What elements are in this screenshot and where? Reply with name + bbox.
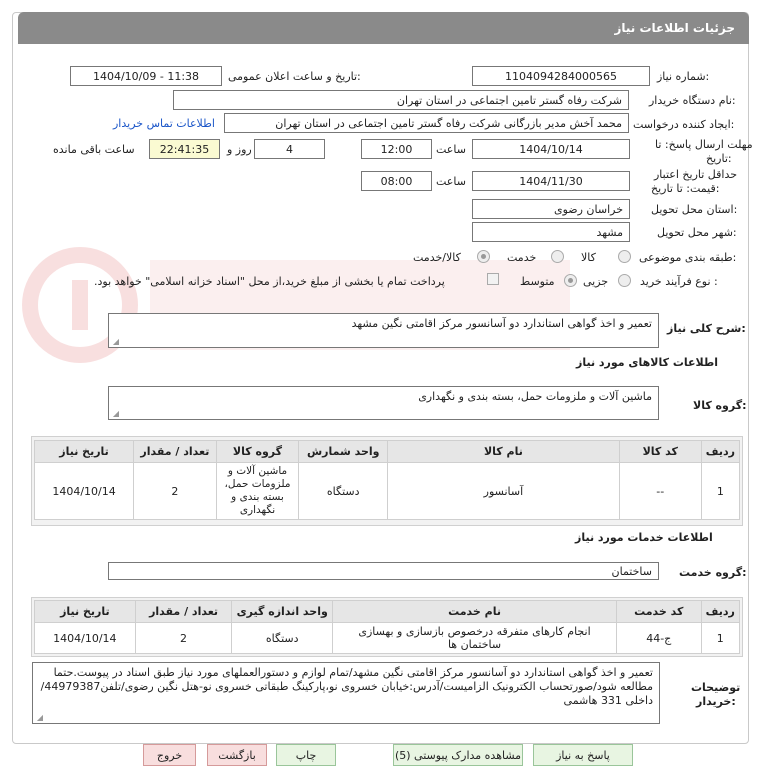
page-title: جزئیات اطلاعات نیاز	[614, 21, 735, 35]
back-button[interactable]: بازگشت	[207, 744, 267, 766]
process-option-minor: جزیی	[583, 275, 609, 288]
services-col-qty: تعداد / مقدار	[135, 601, 232, 623]
goods-col-code: کد کالا	[619, 441, 701, 463]
province-label: استان محل تحویل:	[651, 203, 738, 216]
category-option-service: خدمت	[507, 251, 537, 264]
goods-col-unit: واحد شمارش	[299, 441, 388, 463]
validity-time-label: ساعت	[436, 175, 466, 188]
resize-handle-icon[interactable]: ◢	[112, 337, 119, 346]
notes-label: توضیحات	[691, 681, 741, 694]
respond-button[interactable]: پاسخ به نیاز	[533, 744, 633, 766]
process-label: نوع فرآیند خرید :	[640, 275, 718, 288]
remaining-label: ساعت باقی مانده	[53, 143, 135, 156]
deadline-time-field: 12:00	[361, 139, 432, 159]
validity-date-field: 1404/11/30	[472, 171, 630, 191]
services-table-header	[35, 601, 740, 623]
deadline-label: مهلت ارسال پاسخ: تا	[655, 138, 753, 151]
goods-group-value: ماشین آلات و ملزومات حمل، بسته بندی و نگهداری	[418, 390, 652, 403]
view-documents-button[interactable]: مشاهده مدارک پیوستی (5)	[393, 744, 523, 766]
requester-field: محمد آخش مدیر بازرگانی شرکت رفاه گستر تامین اجتماعی در استان تهران	[224, 113, 629, 133]
services-col-name: نام خدمت	[333, 601, 617, 623]
deadline-time-label: ساعت	[436, 143, 466, 156]
goods-col-qty: تعداد / مقدار	[134, 441, 217, 463]
services-section-title: اطلاعات خدمات مورد نیاز	[575, 531, 713, 544]
goods-cell-qty: 2	[134, 463, 217, 520]
services-cell-date: 1404/10/14	[35, 623, 136, 654]
table-row[interactable]	[35, 623, 740, 654]
category-radio-goods[interactable]	[618, 250, 631, 263]
goods-cell-name: آسانسور	[388, 463, 620, 520]
category-radio-goods-service[interactable]	[477, 250, 490, 263]
table-row[interactable]	[35, 463, 740, 520]
goods-group-label: گروه کالا:	[693, 399, 747, 412]
services-cell-code: ج-44	[616, 623, 701, 654]
province-field: خراسان رضوی	[472, 199, 630, 219]
notes-textarea[interactable]	[32, 662, 660, 724]
services-col-date: تاریخ نیاز	[35, 601, 136, 623]
services-cell-idx: 1	[701, 623, 739, 654]
goods-cell-date: 1404/10/14	[35, 463, 134, 520]
services-cell-name: انجام کارهای متفرقه درخصوص بازسازی و بهسازی ساختمان ها	[333, 623, 617, 654]
page-header	[18, 12, 749, 44]
services-cell-qty: 2	[135, 623, 232, 654]
services-group-label: گروه خدمت:	[679, 566, 747, 579]
services-table	[34, 600, 740, 654]
goods-section-title: اطلاعات کالاهای مورد نیاز	[576, 356, 718, 369]
notes-label-2: خریدار:	[696, 695, 736, 708]
goods-cell-unit: دستگاه	[299, 463, 388, 520]
services-col-code: کد خدمت	[616, 601, 701, 623]
goods-cell-code: --	[619, 463, 701, 520]
goods-cell-idx: 1	[701, 463, 739, 520]
resize-handle-icon[interactable]: ◢	[36, 713, 43, 722]
category-label: طبقه بندی موضوعی:	[639, 251, 737, 264]
summary-textarea[interactable]	[108, 313, 659, 348]
services-col-idx: ردیف	[701, 601, 739, 623]
validity-time-field: 08:00	[361, 171, 432, 191]
resize-handle-icon[interactable]: ◢	[112, 409, 119, 418]
process-radio-medium[interactable]	[564, 274, 577, 287]
summary-label: شرح کلی نیاز:	[667, 322, 746, 335]
notes-text: تعمیر و اخذ گواهی استاندارد دو آسانسور مرکز اقامتی نگین مشهد/تمام لوازم و دستورالعملهای مورد نیاز طبق اسناد در پیوست.حتما مطالعه شود/صورتحساب الکترونیک الزامیست/آدرس:خیابان خسروی نو،پارکینگ طبقاتی خسروی نو-هتل نگین رضوی/تلفن44979387/داخلی 331 هاشمی	[40, 666, 653, 707]
exit-button[interactable]: خروج	[143, 744, 196, 766]
deadline-date-field: 1404/10/14	[472, 139, 630, 159]
goods-table-header	[35, 441, 740, 463]
buyer-org-label: نام دستگاه خریدار:	[649, 94, 736, 107]
contact-buyer-link[interactable]: اطلاعات تماس خریدار	[113, 117, 215, 130]
goods-col-idx: ردیف	[701, 441, 739, 463]
requester-label: ایجاد کننده درخواست:	[633, 118, 735, 131]
category-option-goods: کالا	[581, 251, 596, 264]
validity-label-2: قیمت: تا تاریخ:	[651, 182, 720, 195]
summary-text: تعمیر و اخذ گواهی استاندارد دو آسانسور مرکز اقامتی نگین مشهد	[351, 317, 652, 330]
days-field: 4	[254, 139, 325, 159]
need-number-label: شماره نیاز:	[657, 70, 710, 83]
payment-note: پرداخت تمام یا بخشی از مبلغ خرید،از محل "اسناد خزانه اسلامی" خواهد بود.	[94, 275, 445, 288]
services-group-field: ساختمان	[108, 562, 659, 580]
goods-cell-extra: ماشین آلات و ملزومات حمل، بسته بندی و نگهداری	[216, 463, 299, 520]
category-radio-service[interactable]	[551, 250, 564, 263]
process-option-medium: متوسط	[520, 275, 555, 288]
services-cell-unit: دستگاه	[232, 623, 333, 654]
goods-group-textarea[interactable]	[108, 386, 659, 420]
goods-table	[34, 440, 740, 520]
process-radio-minor[interactable]	[618, 274, 631, 287]
goods-col-name: نام کالا	[388, 441, 620, 463]
category-option-goods-service: کالا/خدمت	[413, 251, 461, 264]
treasury-checkbox[interactable]	[487, 273, 499, 285]
print-button[interactable]: چاپ	[276, 744, 336, 766]
announce-label: تاریخ و ساعت اعلان عمومی:	[228, 70, 361, 83]
announce-field: 1404/10/09 - 11:38	[70, 66, 222, 86]
deadline-label-2: تاریخ:	[706, 152, 732, 165]
city-label: شهر محل تحویل:	[657, 226, 737, 239]
need-number-field: 1104094284000565	[472, 66, 650, 86]
validity-label: حداقل تاریخ اعتبار	[654, 168, 738, 181]
days-label: روز و	[227, 143, 252, 156]
services-col-unit: واحد اندازه گیری	[232, 601, 333, 623]
remaining-time-field: 22:41:35	[149, 139, 220, 159]
buyer-org-field: شرکت رفاه گستر تامین اجتماعی در استان تهران	[173, 90, 629, 110]
goods-col-date: تاریخ نیاز	[35, 441, 134, 463]
city-field: مشهد	[472, 222, 630, 242]
goods-col-extra: گروه کالا	[216, 441, 299, 463]
